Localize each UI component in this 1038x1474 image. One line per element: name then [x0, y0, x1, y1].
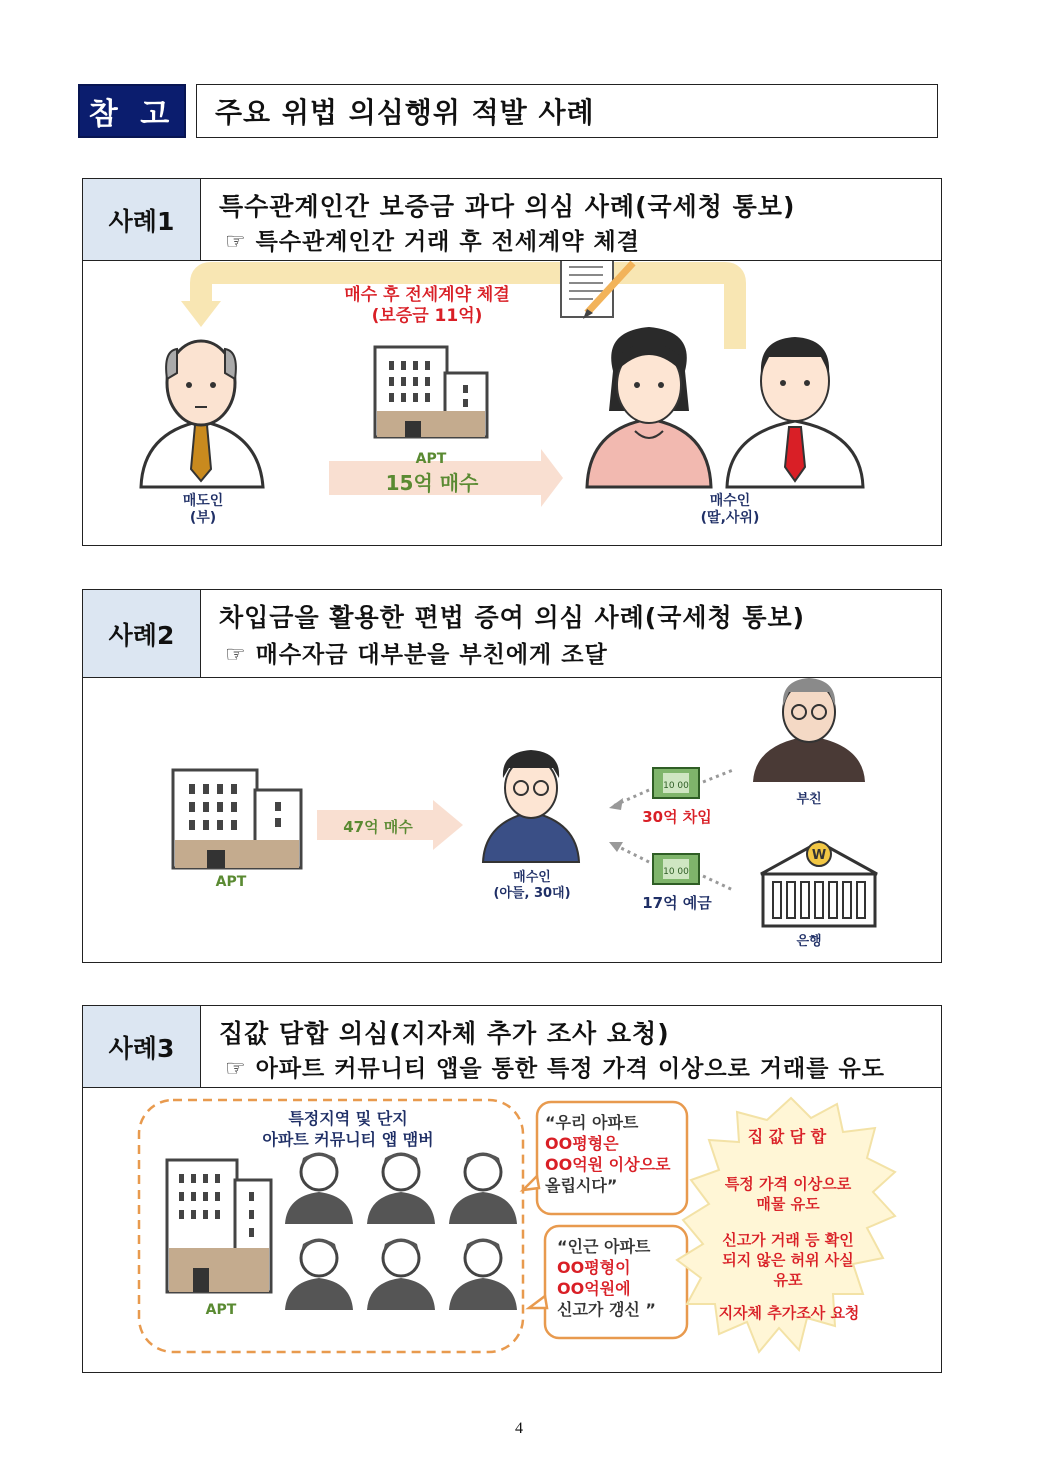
seller-label-line1: 매도인 [182, 493, 224, 509]
bubble2-line1: “인근 아파트 [557, 1237, 651, 1256]
bubble1-line1: “우리 아파트 [545, 1113, 639, 1132]
page-title: 주요 위법 의심행위 적발 사례 [196, 84, 938, 138]
collusion-item-1-line2: 매물 유도 [756, 1195, 820, 1213]
father-label: 부친 [796, 792, 822, 807]
purchase-label: 47억 매수 [343, 818, 413, 836]
case1-diagram [83, 261, 941, 545]
case1-label: 사례1 [83, 179, 201, 260]
member-icon [367, 1239, 435, 1310]
case1-title: 특수관계인간 보증금 과다 의심 사례(국세청 통보) [219, 192, 796, 221]
lease-label-line1: 매수 후 전세계약 체결 [344, 285, 510, 305]
case1-apt-label: APT [415, 451, 447, 467]
father-figure [753, 678, 865, 782]
buyer-label-line1: 매수인 [709, 493, 751, 509]
case1-header [83, 179, 941, 261]
buyer-label-line2: (딸,사위) [700, 510, 760, 526]
collusion-item-1 [703, 1174, 873, 1214]
seller-label [163, 493, 243, 527]
case3-diagram [83, 1088, 941, 1372]
buyer-label-line2: (아들, 30대) [493, 886, 571, 901]
bill-label: 10 00 [663, 781, 689, 791]
deposit-money-icon [609, 842, 733, 890]
community-group-label-line2: 아파트 커뮤니티 앱 맴버 [262, 1130, 434, 1149]
seller-father-figure [141, 341, 263, 487]
case2-label: 사례2 [83, 590, 201, 677]
collusion-item-2 [699, 1230, 877, 1290]
case3-title: 집값 담합 의심(지자체 추가 조사 요청) [219, 1019, 670, 1048]
speech-bubble-2-text [557, 1236, 656, 1320]
buyer-label [675, 493, 785, 527]
reference-tag: 참 고 [78, 84, 186, 138]
bubble2-line2: OO평형이 [557, 1258, 631, 1277]
purchase-label: 15억 매수 [385, 471, 479, 495]
buyer-son-figure [483, 750, 579, 862]
member-icon [367, 1153, 435, 1224]
bubble1-line3: OO억원 이상으로 [545, 1155, 671, 1174]
community-group-label-line1: 특정지역 및 단지 [288, 1109, 408, 1128]
member-icons [285, 1153, 517, 1310]
page-number: 4 [515, 1420, 523, 1437]
case1-subtitle: ☞ 특수관계인간 거래 후 전세계약 체결 [225, 229, 640, 255]
case3-header [83, 1006, 941, 1088]
case2-title: 차입금을 활용한 편법 증여 의심 사례(국세청 통보) [219, 603, 806, 632]
apartment-building-icon [167, 1160, 271, 1292]
seller-label-line2: (부) [189, 510, 217, 526]
speech-bubble-1-text [545, 1112, 671, 1196]
won-symbol: W [811, 848, 827, 863]
collusion-title: 집 값 담 합 [747, 1127, 827, 1146]
apartment-building-icon [173, 770, 301, 868]
member-icon [285, 1239, 353, 1310]
bank-building-icon [761, 842, 877, 926]
case3-box [82, 1005, 942, 1373]
bubble1-line4: 올립시다” [545, 1176, 618, 1195]
buyer-daughter-figure [587, 327, 711, 487]
deposit-label: 17억 예금 [642, 894, 712, 912]
member-icon [449, 1239, 517, 1310]
member-icon [285, 1153, 353, 1224]
case2-header [83, 590, 941, 678]
bank-label: 은행 [796, 934, 822, 949]
collusion-item-2-line3: 유포 [773, 1271, 803, 1289]
case3-label: 사례3 [83, 1006, 201, 1087]
bubble1-line2: OO평형은 [545, 1134, 619, 1153]
lease-label-line2: (보증금 11억) [371, 306, 483, 326]
case2-illustration [83, 678, 941, 962]
case2-subtitle: ☞ 매수자금 대부분을 부친에게 조달 [225, 642, 608, 668]
case3-subtitle: ☞ 아파트 커뮤니티 앱을 통한 특정 가격 이상으로 거래를 유도 [225, 1056, 885, 1082]
bubble2-line4: 신고가 갱신 ” [557, 1300, 656, 1319]
collusion-item-1-line1: 특정 가격 이상으로 [724, 1175, 852, 1193]
collusion-item-2-line2: 되지 않은 허위 사실 [722, 1251, 854, 1269]
member-icon [449, 1153, 517, 1224]
buyer-son-in-law-figure [727, 337, 863, 487]
apartment-building-icon [375, 347, 487, 437]
buyer-label [477, 870, 587, 902]
loan-money-icon [609, 768, 733, 810]
case1-box [82, 178, 942, 546]
case2-box [82, 589, 942, 963]
case2-apt-label: APT [215, 874, 247, 890]
bill-label: 10 00 [663, 867, 689, 877]
case2-diagram [83, 678, 941, 962]
loan-label: 30억 차입 [642, 808, 712, 826]
collusion-item-2-line1: 신고가 거래 등 확인 [722, 1231, 854, 1249]
collusion-item-3: 지자체 추가조사 요청 [718, 1304, 860, 1322]
bubble2-line3: OO억원에 [557, 1279, 631, 1298]
lease-label [261, 285, 593, 327]
buyer-label-line1: 매수인 [513, 870, 551, 885]
case3-apt-label: APT [205, 1302, 237, 1318]
community-group-label [223, 1108, 473, 1150]
